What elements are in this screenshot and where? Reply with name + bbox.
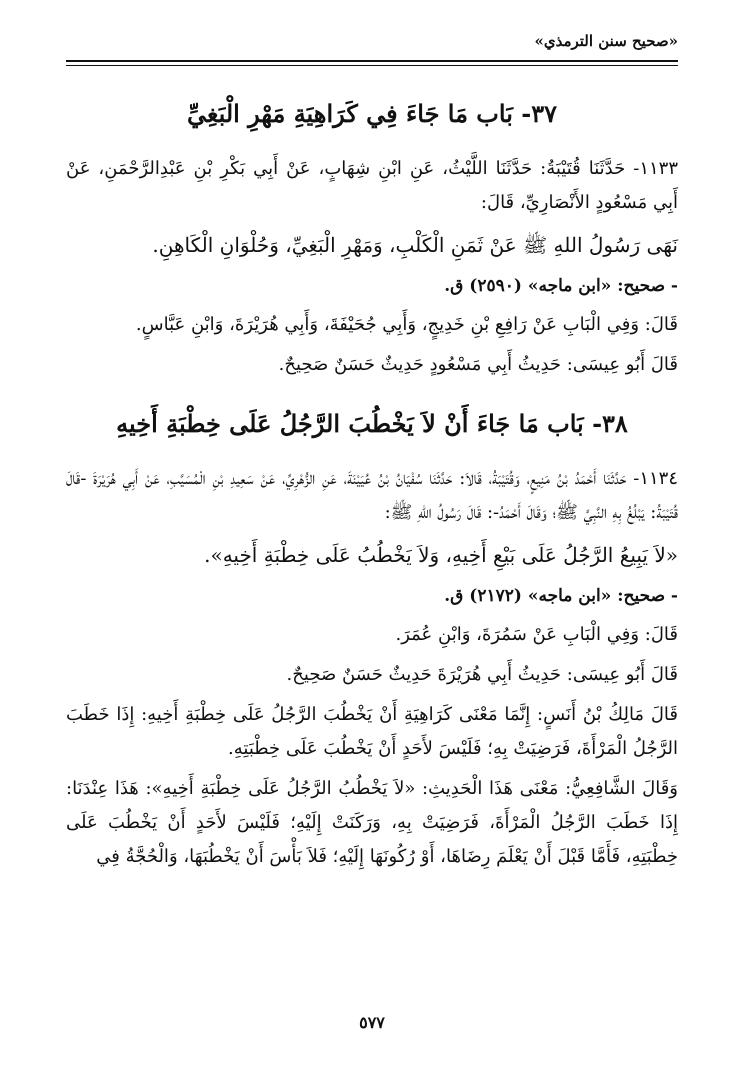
- chapter-heading-38: ٣٨- بَاب مَا جَاءَ أَنْ لاَ يَخْطُبَ الرَّجُلُ عَلَى خِطْبَةِ أَخِيهِ: [116, 409, 628, 438]
- section-spacer: [66, 388, 678, 394]
- header-rule-thin: [66, 65, 678, 66]
- header-rule-thick: [66, 60, 678, 62]
- hadith-1133-matn: نَهَى رَسُولُ اللهِ ﷺ عَنْ ثَمَنِ الْكَلْبِ، وَمَهْرِ الْبَغِيِّ، وَحُلْوَانِ الْكَاهِنِ.: [152, 233, 678, 257]
- hadith-1133-ruling: قَالَ أَبُو عِيسَى: حَدِيثُ أَبِي مَسْعُودٍ حَدِيثٌ حَسَنٌ صَحِيحٌ.: [278, 354, 678, 375]
- shafii-commentary: وَقَالَ الشَّافِعِيُّ: مَعْنَى هَذَا الْحَدِيثِ: «لاَ يَخْطُبُ الرَّجُلُ عَلَى خِطْبَةِ أَخِيهِ»: هَذَا عِنْدَنَا: إِذَا خَطَبَ الرَّجُلُ الْمَرْأَةَ، فَرَضِيَتْ بِهِ، وَرَكَنَتْ إِلَيْهِ؛ فَلَيْسَ لأَحَدٍ أَنْ يَخْطُبَ عَلَى خِطْبَتِهِ، فَأَمَّا قَبْلَ أَنْ يَعْلَمَ رِضَاهَا، أَوْ رُكُونَهَا إِلَيْهِ؛ فَلاَ بَأْسَ أَنْ يَخْطُبَهَا، وَالْحُجَّةُ فِي: [66, 778, 678, 867]
- hadith-1134-bab-note: قَالَ: وَفِي الْبَابِ عَنْ سَمُرَةَ، وَابْنِ عُمَرَ.: [395, 624, 678, 645]
- hadith-1134-matn: «لاَ يَبِيعُ الرَّجُلُ عَلَى بَيْعِ أَخِيهِ، وَلاَ يَخْطُبُ عَلَى خِطْبَةِ أَخِيهِ».: [204, 543, 678, 567]
- hadith-1134-grade: - صحيح: «ابن ماجه» (٢١٧٢) ق.: [444, 586, 678, 606]
- malik-commentary: قَالَ مَالِكُ بْنُ أَنَسٍ: إِنَّمَا مَعْنَى كَرَاهِيَةِ أَنْ يَخْطُبَ الرَّجُلُ عَلَى خِطْبَةِ أَخِيهِ: إِذَا خَطَبَ الرَّجُلُ الْمَرْأَةَ، فَرَضِيَتْ بِهِ؛ فَلَيْسَ لأَحَدٍ أَنْ يَخْطُبَ عَلَى خِطْبَتِهِ.: [66, 704, 678, 759]
- hadith-1133-isnad: ١١٣٣- حَدَّثَنَا قُتَيْبَةُ: حَدَّثَنَا اللَّيْثُ، عَنِ ابْنِ شِهَابٍ، عَنْ أَبِي بَكْرِ بْنِ عَبْدِالرَّحْمَنِ، عَنْ أَبِي مَسْعُودٍ الأَنْصَارِيِّ، قَالَ:: [66, 158, 678, 213]
- book-title: «صحيح سنن الترمذي»: [534, 32, 678, 50]
- page-number: ٥٧٧: [359, 1013, 385, 1032]
- page-content: [66, 84, 678, 880]
- hadith-1133-grade: - صحيح: «ابن ماجه» (٢٥٩٠) ق.: [444, 276, 678, 296]
- hadith-1134-isnad: ١١٣٤- حَدَّثَنَا أَحْمَدُ بْنُ مَنِيعٍ، وَقُتَيْبَةُ، قَالاَ: حَدَّثَنَا سُفْيَانُ بْنُ عُيَيْنَةَ، عَنِ الزُّهْرِيِّ، عَنْ سَعِيدِ بْنِ الْمُسَيَّبِ، عَنْ أَبِي هُرَيْرَةَ -قَالَ قُتَيْبَةُ: يَبْلُغُ بِهِ النَّبِيَّ ﷺ؛ وَقَالَ أَحْمَدُ-: قَالَ رَسُولُ اللهِ ﷺ:: [66, 468, 678, 523]
- chapter-heading-37: ٣٧- بَاب مَا جَاءَ فِي كَرَاهِيَةِ مَهْرِ الْبَغِيِّ: [187, 99, 557, 128]
- hadith-1133-bab-note: قَالَ: وَفِي الْبَابِ عَنْ رَافِعِ بْنِ خَدِيجٍ، وَأَبِي جُحَيْفَةَ، وَأَبِي هُرَيْرَةَ، وَابْنِ عَبَّاسٍ.: [135, 314, 678, 335]
- running-header: [66, 28, 678, 58]
- hadith-1134-ruling: قَالَ أَبُو عِيسَى: حَدِيثُ أَبِي هُرَيْرَةَ حَدِيثٌ حَسَنٌ صَحِيحٌ.: [286, 664, 678, 685]
